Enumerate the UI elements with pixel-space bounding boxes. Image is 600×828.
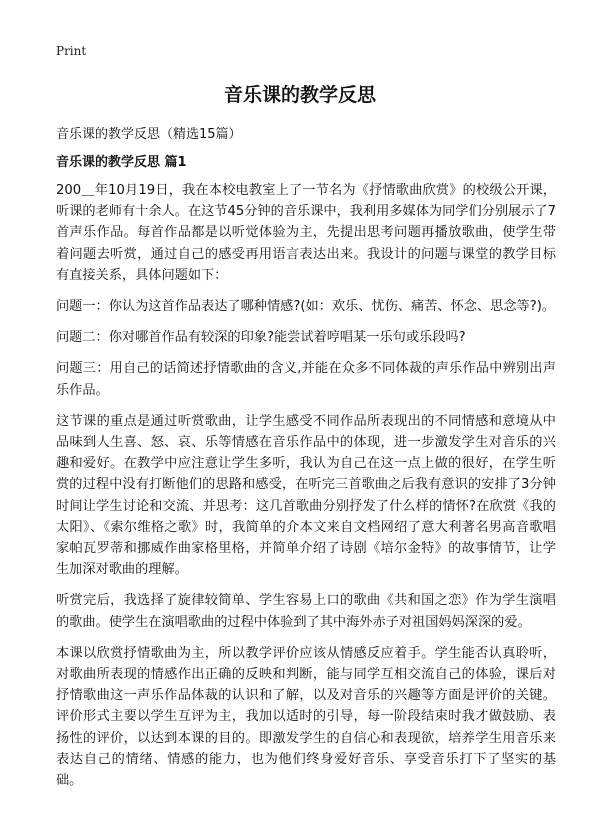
paragraph-question-2: 问题二：你对哪首作品有较深的印象?能尝试着哼唱某一乐句或乐段吗?: [56, 330, 466, 346]
document-body: [56, 180, 556, 801]
paragraph-singing: 听赏完后，我选择了旋律较简单、学生容易上口的歌曲《共和国之恋》作为学生演唱的歌曲。使学生在演唱歌曲的过程中体验到了其中海外赤子对祖国妈妈深深的爱。: [56, 593, 556, 630]
paragraph-lesson-focus: 这节课的重点是通过听赏歌曲，让学生感受不同作品所表现出的不同情感和意境从中品味到人生喜、怒、哀、乐等情感在音乐作品中的体现，进一步激发学生对音乐的兴趣和爱好。在教学中应注意让学生多听，我认为自己在这一点上做的很好，在学生听赏的过程中没有打断他们的思路和感受，在听完三首歌曲之后我有意识的安排了3分钟时间让学生讨论和交流、并思考：这几首歌曲分别抒发了什么样的情怀?在欣赏《我的太阳》、《索尔维格之歌》时，我简单的介本文来自文档网绍了意大利著名男高音歌唱家帕瓦罗蒂和挪威作曲家格里格，并简单介绍了诗剧《培尔金特》的故事情节，让学生加深对歌曲的理解。: [56, 413, 556, 578]
paragraph-evaluation: 本课以欣赏抒情歌曲为主，所以教学评价应该从情感反应着手。学生能否认真聆听，对歌曲所表现的情感作出正确的反映和判断，能与同学互相交流自己的体验，课后对抒情歌曲这一声乐作品体裁的认识和了解，以及对音乐的兴趣等方面是评价的关键。评价形式主要以学生互评为主，我加以适时的引导，每一阶段结束时我才做鼓励、表扬性的评价，以达到本课的目的。即激发学生的自信心和表现欲，培养学生用音乐来表达自己的情绪、情感的能力，也为他们终身爱好音乐、享受音乐打下了坚实的基础。: [56, 645, 556, 789]
paragraph-intro: 200＿年10月19日，我在本校电教室上了一节名为《抒情歌曲欣赏》的校级公开课，听课的老师有十余人。在这节45分钟的音乐课中，我利用多媒体为同学们分别展示了7首声乐作品。每首作品都是以听觉体验为主，先提出思考问题再播放歌曲，使学生带着问题去听赏，通过自己的感受再用语言表达出来。我设计的问题与课堂的教学目标有直接关系，具体问题如下：: [56, 183, 556, 283]
page-title: 音乐课的教学反思: [223, 84, 376, 106]
section-heading: 音乐课的教学反思 篇1: [56, 155, 187, 170]
print-link[interactable]: Print: [56, 44, 87, 58]
paragraph-question-1: 问题一：你认为这首作品表达了哪种情感?(如：欢乐、忧伤、痛苦、怀念、思念等?)。: [56, 299, 556, 315]
paragraph-question-3: 问题三：用自己的话简述抒情歌曲的含义,并能在众多不同体裁的声乐作品中辨别出声乐作品。: [56, 361, 556, 398]
document-subtitle: 音乐课的教学反思（精选15篇）: [56, 127, 242, 142]
